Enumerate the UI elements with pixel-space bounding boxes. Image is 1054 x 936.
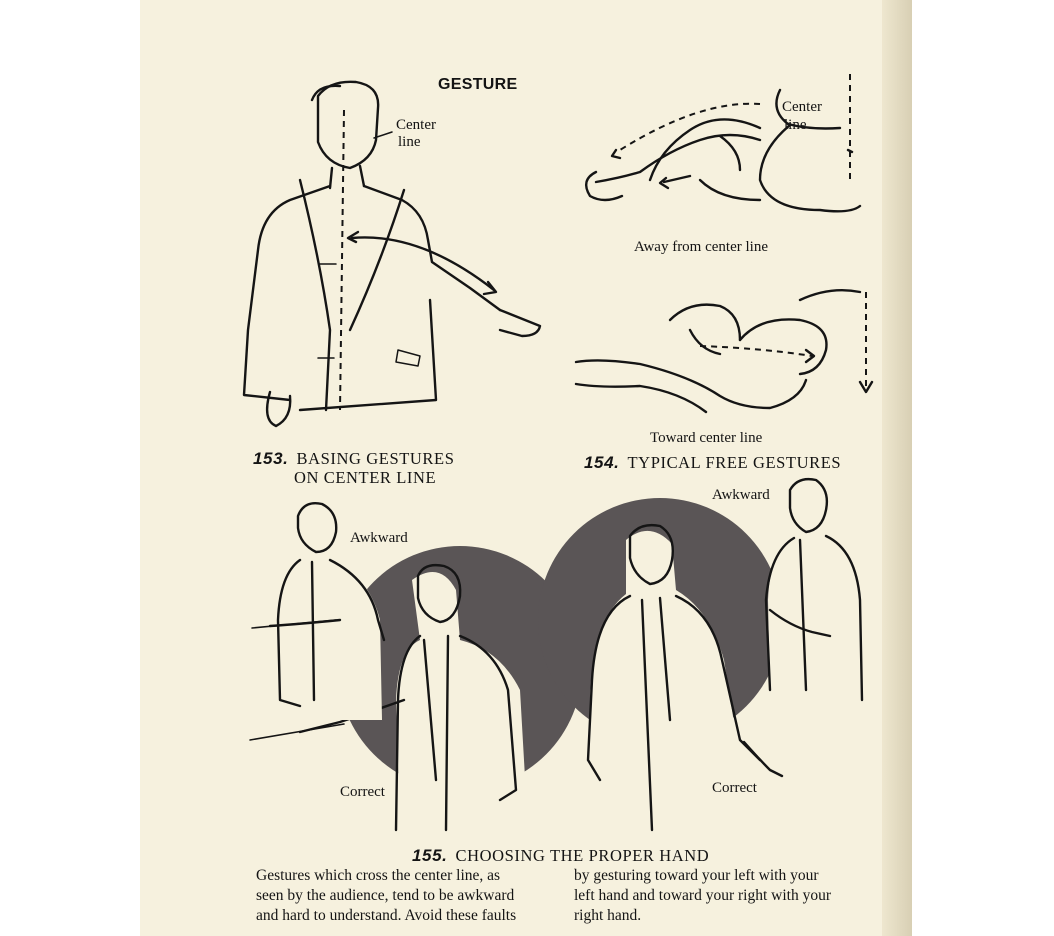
fig153-center-label-2: line xyxy=(398,134,421,150)
fig155-text-column-1 xyxy=(256,866,516,926)
fig155-text-column-2 xyxy=(574,866,831,926)
fig155-text-col2-line: by gesturing toward your left with your xyxy=(574,867,819,884)
fig153-caption xyxy=(253,449,454,469)
fig155-awkward-left-label: Awkward xyxy=(350,530,408,546)
fig155-left-drawing xyxy=(250,503,582,830)
fig154-center-label-1: Center xyxy=(782,99,822,115)
fig154-caption-text: TYPICAL FREE GESTURES xyxy=(627,453,842,472)
fig154-center-label-2: line xyxy=(784,117,807,133)
fig155-awkward-right-label: Awkward xyxy=(712,487,770,503)
fig155-text-col2-line: right hand. xyxy=(574,907,642,924)
fig153-number: 153. xyxy=(253,449,289,468)
fig154-toward-drawing xyxy=(576,290,872,412)
fig154-number: 154. xyxy=(584,453,620,472)
fig155-text-col2-line: left hand and toward your right with your xyxy=(574,887,831,904)
fig155-text-col1-line: seen by the audience, tend to be awkward xyxy=(256,887,515,904)
fig154-away-label: Away from center line xyxy=(634,239,768,255)
fig153-center-label-1: Center xyxy=(396,117,436,133)
fig154-caption xyxy=(584,453,841,473)
fig153-caption-line2: ON CENTER LINE xyxy=(294,468,437,487)
fig155-text-col1-line: and hard to understand. Avoid these faults xyxy=(256,907,517,924)
fig155-caption xyxy=(412,846,709,866)
fig153-man-drawing xyxy=(244,82,540,426)
fig155-correct-left-label: Correct xyxy=(340,784,385,800)
fig154-toward-label: Toward center line xyxy=(650,430,763,446)
fig153-caption-line1: BASING GESTURES xyxy=(296,449,455,468)
fig155-right-drawing xyxy=(538,479,862,830)
fig155-number: 155. xyxy=(412,846,448,865)
fig154-away-drawing xyxy=(586,74,860,211)
fig155-text-col1-line: Gestures which cross the center line, as xyxy=(256,867,501,884)
page-title: GESTURE xyxy=(438,76,518,93)
fig155-caption-text: CHOOSING THE PROPER HAND xyxy=(455,846,710,865)
fig155-correct-right-label: Correct xyxy=(712,780,757,796)
